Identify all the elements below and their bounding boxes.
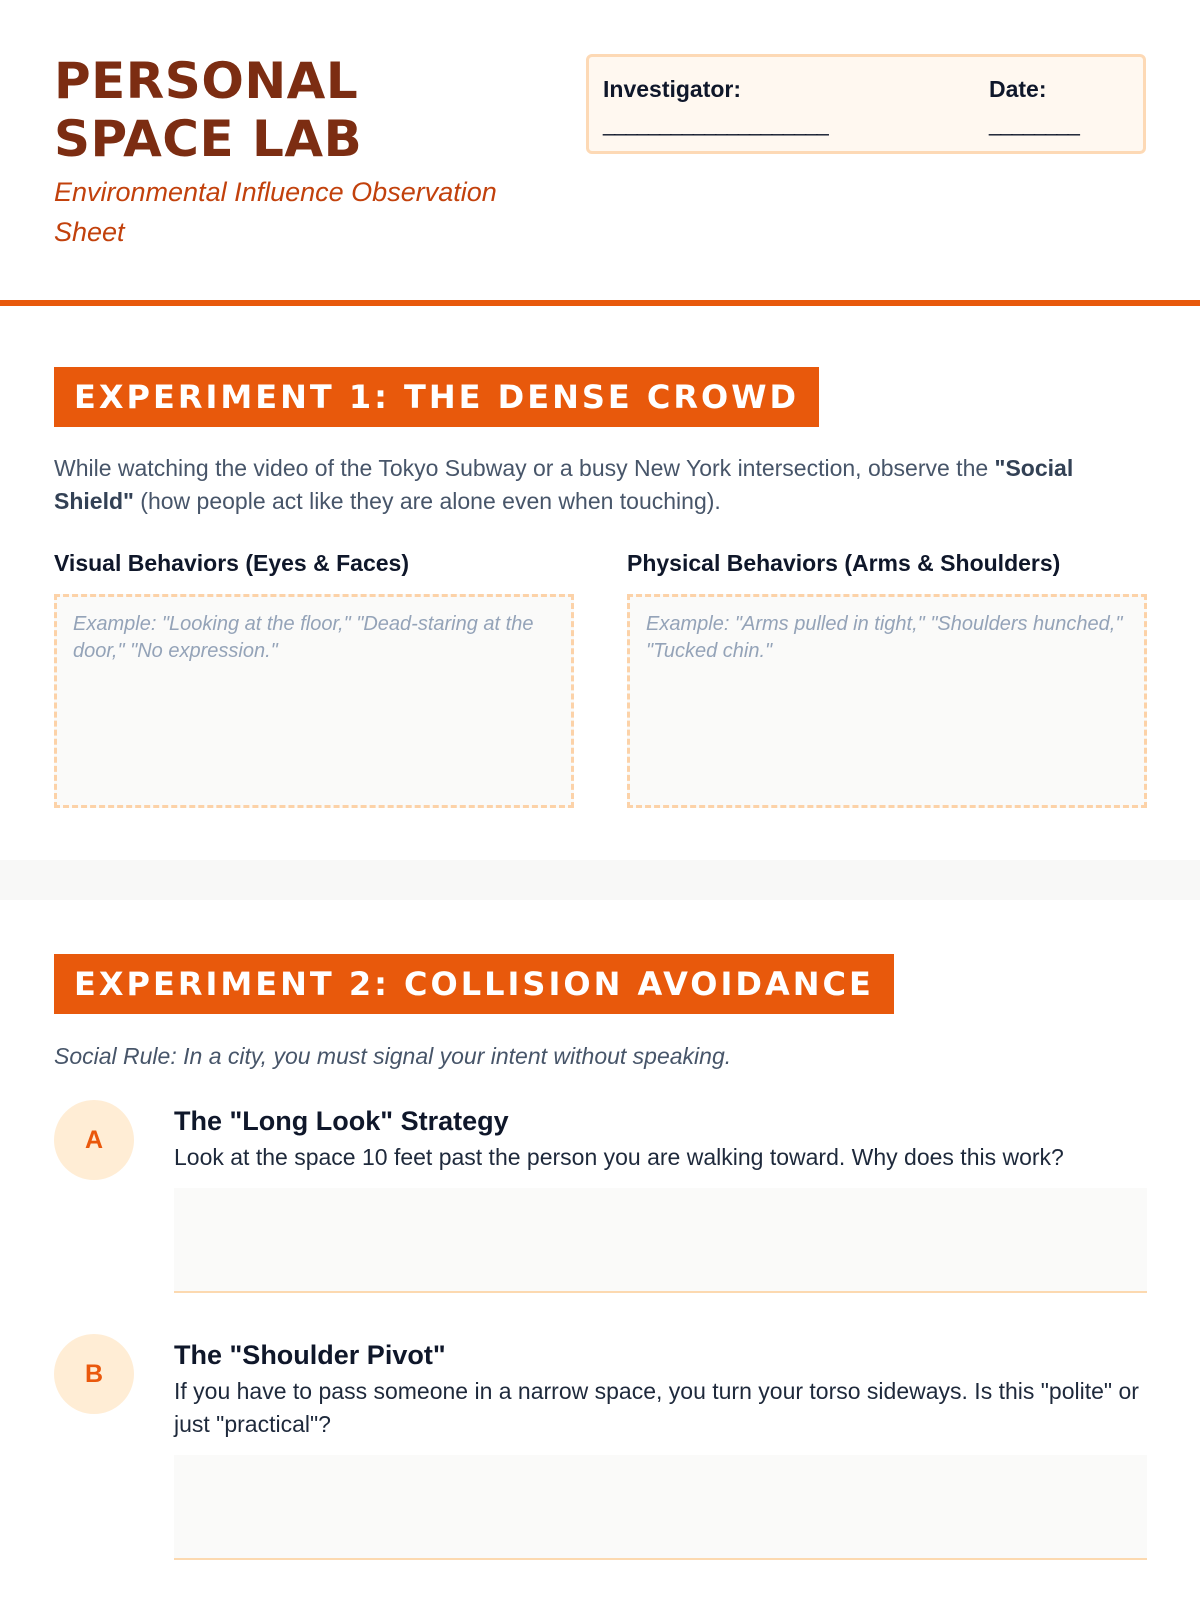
question-a-badge: A (54, 1100, 134, 1180)
intro-text-end: (how people act like they are alone even when touching). (133, 488, 721, 514)
page-header (0, 0, 1200, 306)
question-b-badge: B (54, 1334, 134, 1414)
question-a-answer-box[interactable] (174, 1188, 1147, 1293)
question-b-answer-box[interactable] (174, 1455, 1147, 1560)
date-label: Date: (989, 76, 1047, 102)
social-rule-text: Social Rule: In a city, you must signal your intent without speaking. (54, 1043, 732, 1069)
question-b-description: If you have to pass someone in a narrow space, you turn your torso sideways. Is this "polite" or just "practical"? (174, 1378, 1139, 1437)
question-a-title: The "Long Look" Strategy (174, 1106, 509, 1136)
visual-behaviors-placeholder: Example: "Looking at the floor," "Dead-staring at the door," "No expression." (73, 613, 534, 662)
investigator-label: Investigator: (603, 76, 742, 102)
visual-behaviors-box[interactable] (54, 594, 574, 808)
section-divider (0, 860, 1200, 900)
visual-behaviors-heading: Visual Behaviors (Eyes & Faces) (54, 550, 409, 576)
physical-behaviors-box[interactable] (627, 594, 1147, 808)
page-title: PERSONAL SPACE LAB (54, 52, 363, 168)
experiment-1-banner: EXPERIMENT 1: THE DENSE CROWD (54, 367, 819, 427)
intro-highlight: "Social Shield" (54, 455, 1074, 514)
experiment-2-banner: EXPERIMENT 2: COLLISION AVOIDANCE (54, 954, 894, 1014)
investigator-field[interactable]: ____________________ (603, 111, 828, 136)
intro-text-start: While watching the video of the Tokyo Subway or a busy New York intersection, observe the (54, 455, 995, 481)
physical-behaviors-heading: Physical Behaviors (Arms & Shoulders) (627, 550, 1061, 576)
question-b-title: The "Shoulder Pivot" (174, 1340, 446, 1370)
investigator-info-box (586, 54, 1146, 154)
physical-behaviors-placeholder: Example: "Arms pulled in tight," "Shoulders hunched," "Tucked chin." (646, 613, 1123, 662)
page-subtitle: Environmental Influence Observation Sheet (54, 177, 497, 247)
date-field[interactable]: ________ (989, 111, 1079, 136)
experiment-1-intro (54, 452, 1154, 518)
question-a-description: Look at the space 10 feet past the person you are walking toward. Why does this work? (174, 1144, 1064, 1170)
